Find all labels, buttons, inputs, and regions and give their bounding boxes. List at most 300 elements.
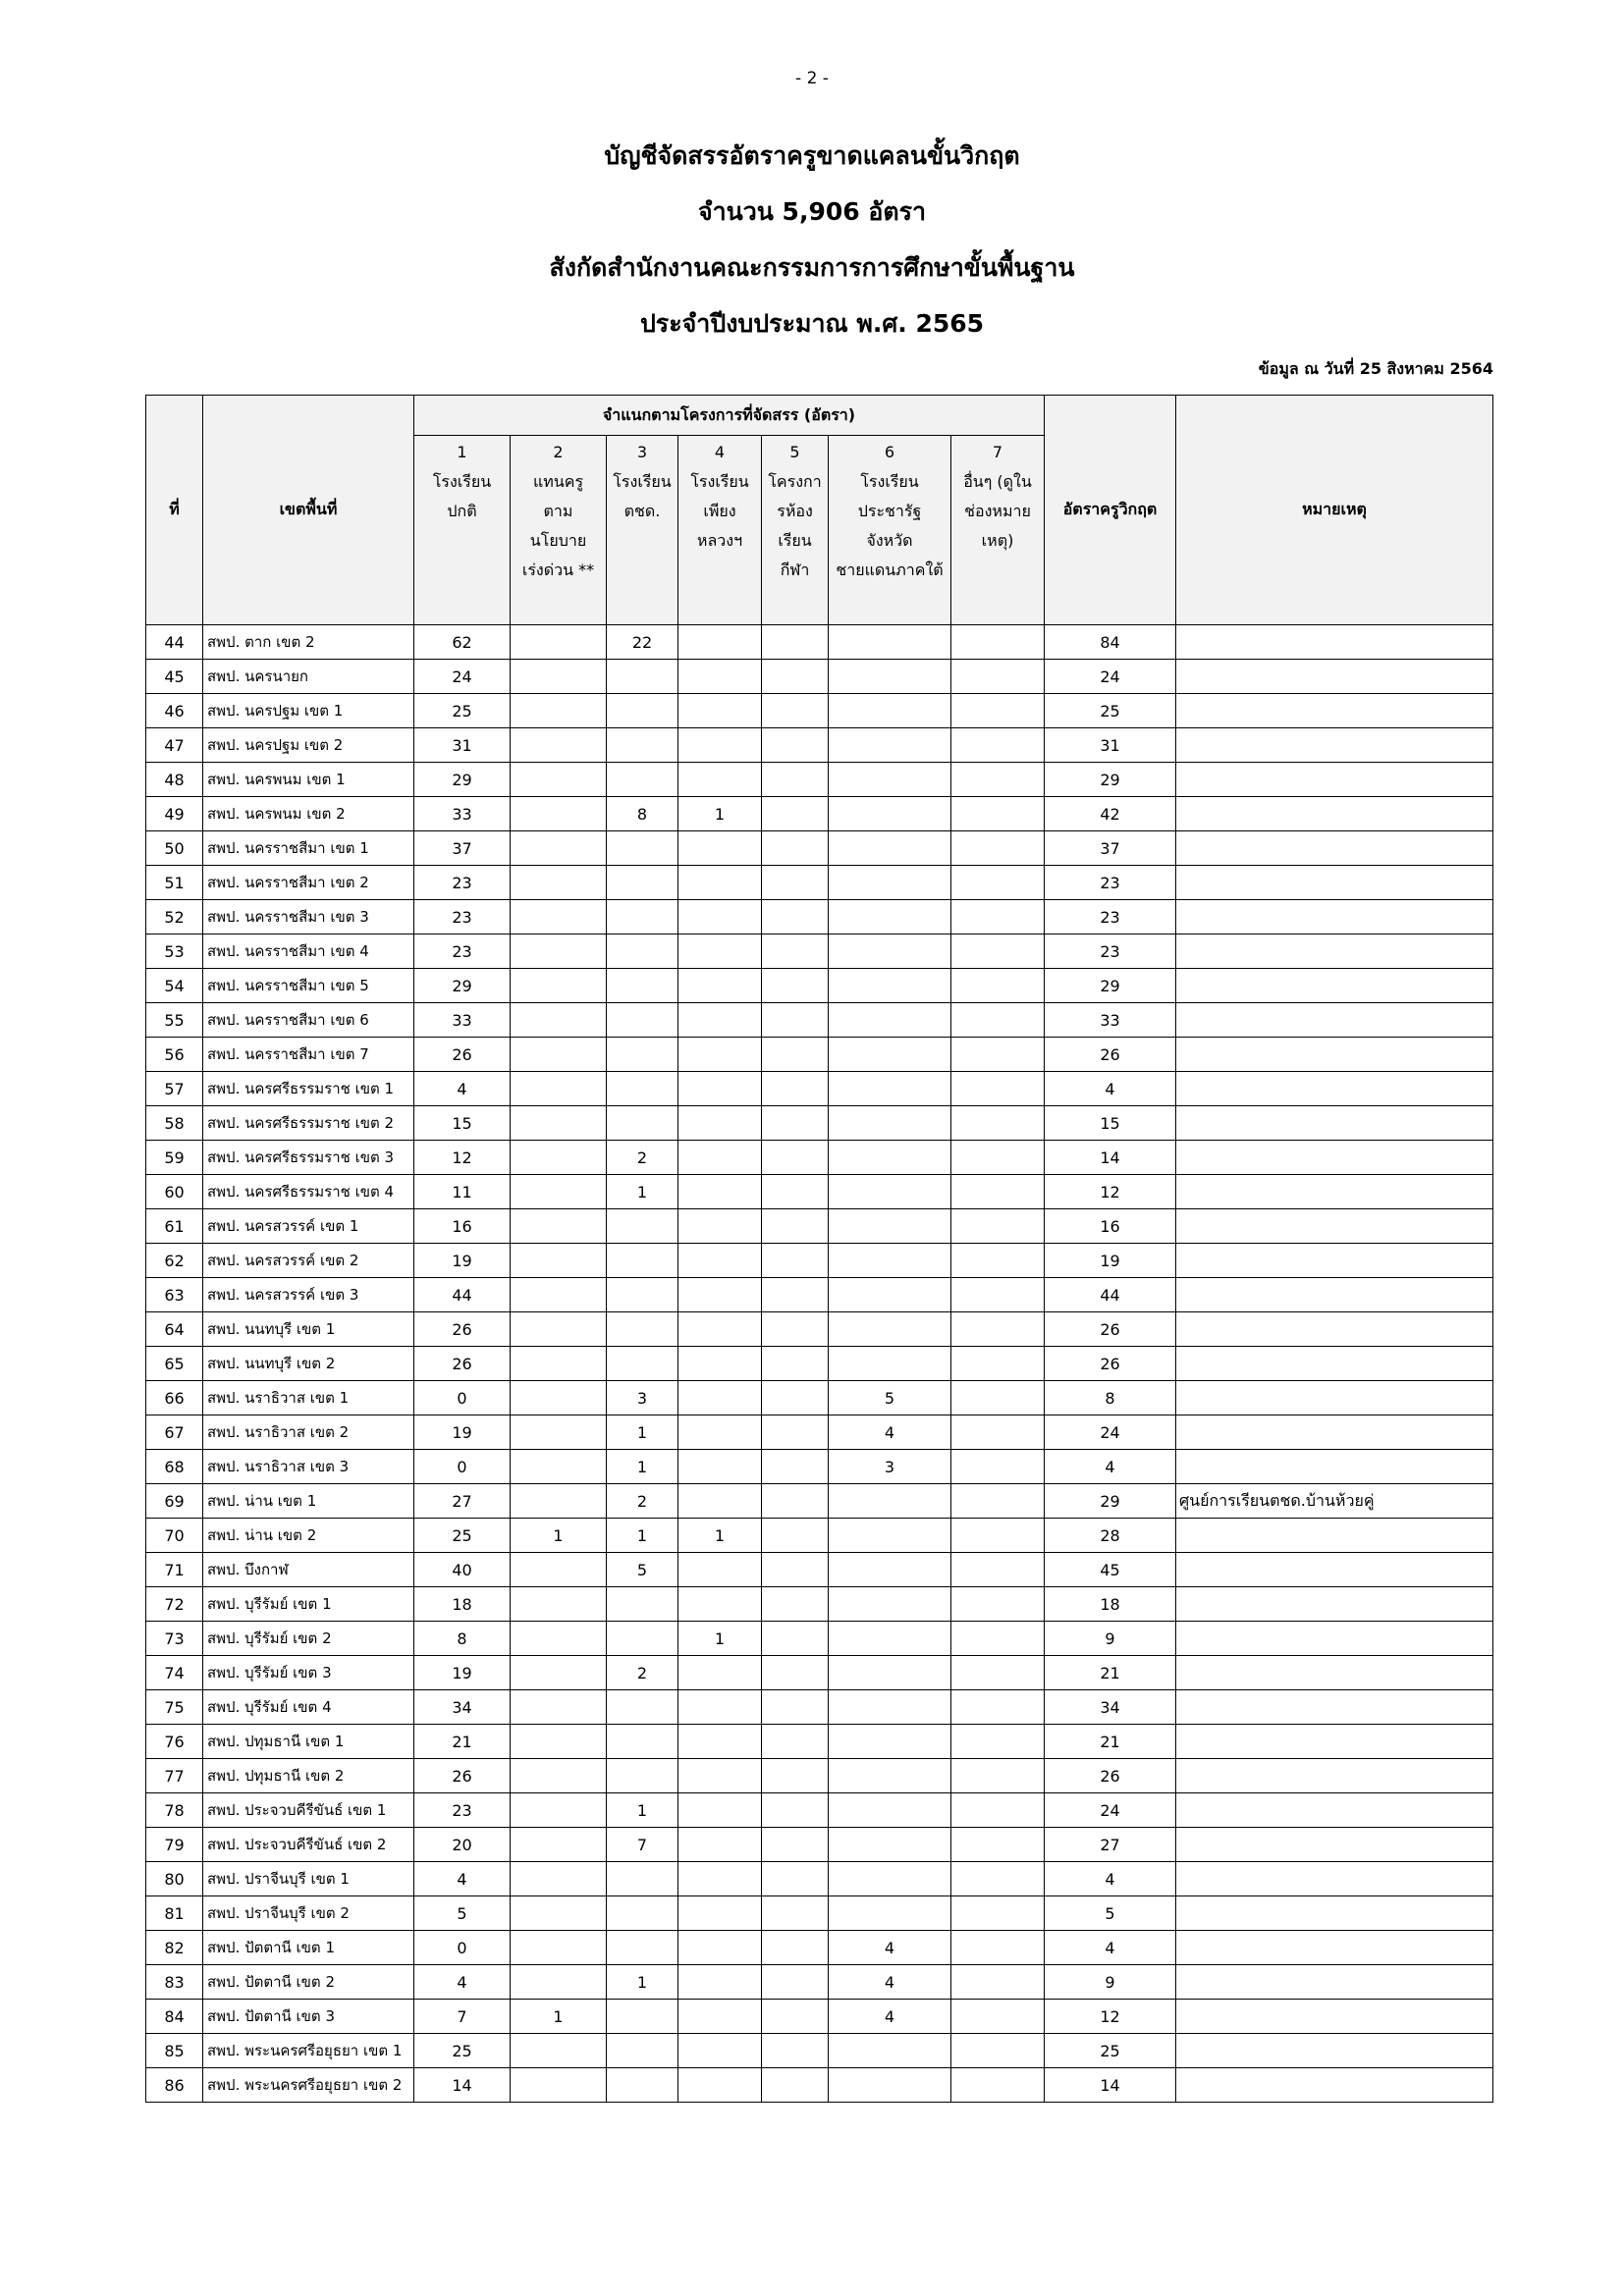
area-name-cell: สพป. นครราชสีมา เขต 7: [203, 1038, 414, 1072]
proj-5-cell: [762, 1759, 829, 1793]
header-project-line: ชายแดนภาคใต้: [836, 561, 944, 579]
proj-5-cell: [762, 1106, 829, 1141]
row-no-cell: 74: [146, 1656, 203, 1690]
total-cell: 21: [1045, 1725, 1176, 1759]
proj-2-cell: [511, 1038, 607, 1072]
remark-cell: ศูนย์การเรียนตชด.บ้านห้วยคู่: [1176, 1484, 1493, 1519]
proj-4-cell: [678, 2000, 762, 2034]
area-name-cell: สพป. นครราชสีมา เขต 5: [203, 969, 414, 1003]
proj-6-cell: [829, 1519, 951, 1553]
proj-2-cell: [511, 1896, 607, 1931]
row-no-cell: 85: [146, 2034, 203, 2068]
total-cell: 21: [1045, 1656, 1176, 1690]
total-cell: 23: [1045, 934, 1176, 969]
table-row: [146, 1072, 1493, 1106]
row-no-cell: 67: [146, 1415, 203, 1450]
row-no-cell: 84: [146, 2000, 203, 2034]
proj-3-cell: 3: [607, 1381, 678, 1415]
header-project-line: 3: [636, 443, 648, 461]
proj-5-cell: [762, 1003, 829, 1038]
proj-7-cell: [951, 1965, 1045, 2000]
proj-7-cell: [951, 1793, 1045, 1828]
total-cell: 4: [1045, 1862, 1176, 1896]
total-cell: 26: [1045, 1759, 1176, 1793]
table-row: [146, 1484, 1493, 1519]
proj-3-cell: 1: [607, 1793, 678, 1828]
table-row: [146, 1415, 1493, 1450]
header-total: อัตราครูวิกฤต: [1045, 396, 1176, 625]
area-name-cell: สพป. นครนายก: [203, 660, 414, 694]
row-no-cell: 80: [146, 1862, 203, 1896]
header-project-line: ตาม: [543, 502, 573, 520]
proj-3-cell: [607, 900, 678, 934]
proj-1-cell: 23: [414, 900, 511, 934]
area-name-cell: สพป. ประจวบคีรีขันธ์ เขต 2: [203, 1828, 414, 1862]
header-project-line: 5: [789, 443, 800, 461]
row-no-cell: 48: [146, 763, 203, 797]
title-line: สังกัดสำนักงานคณะกรรมการการศึกษาขั้นพื้นฐาน: [549, 253, 1075, 282]
remark-cell: [1176, 1656, 1493, 1690]
proj-5-cell: [762, 1038, 829, 1072]
total-cell: 9: [1045, 1622, 1176, 1656]
area-name-cell: สพป. นครราชสีมา เขต 1: [203, 831, 414, 866]
proj-2-cell: [511, 1828, 607, 1862]
proj-1-cell: 4: [414, 1072, 511, 1106]
remark-cell: [1176, 1415, 1493, 1450]
table-row: [146, 1175, 1493, 1209]
proj-2-cell: [511, 1553, 607, 1587]
proj-7-cell: [951, 1587, 1045, 1622]
proj-6-cell: 4: [829, 2000, 951, 2034]
table-row: [146, 1106, 1493, 1141]
proj-6-cell: [829, 2068, 951, 2103]
proj-1-cell: 20: [414, 1828, 511, 1862]
table-row: [146, 1141, 1493, 1175]
proj-2-cell: 1: [511, 1519, 607, 1553]
proj-5-cell: [762, 1278, 829, 1312]
proj-7-cell: [951, 831, 1045, 866]
proj-7-cell: [951, 900, 1045, 934]
proj-1-cell: 26: [414, 1759, 511, 1793]
proj-5-cell: [762, 1622, 829, 1656]
proj-4-cell: [678, 1415, 762, 1450]
table-row: [146, 2068, 1493, 2103]
proj-1-cell: 23: [414, 866, 511, 900]
proj-2-cell: [511, 1690, 607, 1725]
proj-7-cell: [951, 1450, 1045, 1484]
header-project-1: [414, 436, 511, 625]
proj-7-cell: [951, 2068, 1045, 2103]
proj-4-cell: [678, 2034, 762, 2068]
proj-7-cell: [951, 1519, 1045, 1553]
total-cell: 29: [1045, 763, 1176, 797]
proj-3-cell: [607, 763, 678, 797]
proj-7-cell: [951, 1931, 1045, 1965]
proj-1-cell: 23: [414, 934, 511, 969]
proj-5-cell: [762, 1415, 829, 1450]
total-cell: 44: [1045, 1278, 1176, 1312]
proj-7-cell: [951, 866, 1045, 900]
header-project-line: 1: [457, 443, 467, 461]
proj-5-cell: [762, 1896, 829, 1931]
table-row: [146, 1759, 1493, 1793]
proj-4-cell: [678, 1003, 762, 1038]
area-name-cell: สพป. นราธิวาส เขต 2: [203, 1415, 414, 1450]
proj-4-cell: [678, 1038, 762, 1072]
table-row: [146, 728, 1493, 763]
area-name-cell: สพป. ปทุมธานี เขต 2: [203, 1759, 414, 1793]
proj-6-cell: [829, 1656, 951, 1690]
row-no-cell: 86: [146, 2068, 203, 2103]
remark-cell: [1176, 1003, 1493, 1038]
remark-cell: [1176, 969, 1493, 1003]
table-row: [146, 1587, 1493, 1622]
proj-7-cell: [951, 1175, 1045, 1209]
row-no-cell: 53: [146, 934, 203, 969]
table-row: [146, 1244, 1493, 1278]
proj-2-cell: [511, 797, 607, 831]
proj-5-cell: [762, 2034, 829, 2068]
proj-1-cell: 27: [414, 1484, 511, 1519]
area-name-cell: สพป. ปทุมธานี เขต 1: [203, 1725, 414, 1759]
table-row: [146, 1003, 1493, 1038]
header-project-line: ช่องหมาย: [964, 502, 1031, 520]
title-line: บัญชีจัดสรรอัตราครูขาดแคลนขั้นวิกฤต: [604, 141, 1020, 170]
proj-2-cell: [511, 1312, 607, 1347]
remark-cell: [1176, 2000, 1493, 2034]
total-cell: 24: [1045, 1793, 1176, 1828]
proj-1-cell: 37: [414, 831, 511, 866]
proj-7-cell: [951, 1244, 1045, 1278]
proj-3-cell: [607, 1038, 678, 1072]
proj-4-cell: [678, 1759, 762, 1793]
area-name-cell: สพป. พระนครศรีอยุธยา เขต 2: [203, 2068, 414, 2103]
area-name-cell: สพป. ปัตตานี เขต 1: [203, 1931, 414, 1965]
proj-7-cell: [951, 797, 1045, 831]
total-cell: 19: [1045, 1244, 1176, 1278]
remark-cell: [1176, 866, 1493, 900]
total-cell: 15: [1045, 1106, 1176, 1141]
remark-cell: [1176, 1587, 1493, 1622]
proj-3-cell: 8: [607, 797, 678, 831]
total-cell: 33: [1045, 1003, 1176, 1038]
header-project-6: [829, 436, 951, 625]
proj-5-cell: [762, 1725, 829, 1759]
proj-2-cell: [511, 1484, 607, 1519]
area-name-cell: สพป. นครสวรรค์ เขต 1: [203, 1209, 414, 1244]
proj-1-cell: 24: [414, 660, 511, 694]
row-no-cell: 55: [146, 1003, 203, 1038]
proj-4-cell: [678, 1690, 762, 1725]
proj-5-cell: [762, 1175, 829, 1209]
remark-cell: [1176, 797, 1493, 831]
proj-1-cell: 12: [414, 1141, 511, 1175]
remark-cell: [1176, 1072, 1493, 1106]
proj-7-cell: [951, 1106, 1045, 1141]
header-project-line: แทนครู: [532, 472, 584, 491]
proj-3-cell: 7: [607, 1828, 678, 1862]
proj-6-cell: [829, 1072, 951, 1106]
proj-5-cell: [762, 2068, 829, 2103]
total-cell: 29: [1045, 969, 1176, 1003]
proj-4-cell: 1: [678, 1519, 762, 1553]
proj-2-cell: [511, 1931, 607, 1965]
table-row: [146, 1209, 1493, 1244]
proj-3-cell: [607, 934, 678, 969]
row-no-cell: 79: [146, 1828, 203, 1862]
proj-2-cell: [511, 1759, 607, 1793]
proj-6-cell: [829, 1106, 951, 1141]
row-no-cell: 56: [146, 1038, 203, 1072]
remark-cell: [1176, 1622, 1493, 1656]
proj-2-cell: [511, 934, 607, 969]
total-cell: 84: [1045, 625, 1176, 660]
proj-3-cell: [607, 1862, 678, 1896]
proj-2-cell: [511, 763, 607, 797]
proj-2-cell: [511, 1278, 607, 1312]
proj-4-cell: [678, 1896, 762, 1931]
area-name-cell: สพป. นครศรีธรรมราช เขต 1: [203, 1072, 414, 1106]
proj-3-cell: [607, 2068, 678, 2103]
proj-3-cell: [607, 1244, 678, 1278]
row-no-cell: 81: [146, 1896, 203, 1931]
total-cell: 27: [1045, 1828, 1176, 1862]
area-name-cell: สพป. ตาก เขต 2: [203, 625, 414, 660]
proj-5-cell: [762, 969, 829, 1003]
area-name-cell: สพป. น่าน เขต 2: [203, 1519, 414, 1553]
area-name-cell: สพป. นครราชสีมา เขต 2: [203, 866, 414, 900]
proj-1-cell: 26: [414, 1038, 511, 1072]
total-cell: 14: [1045, 2068, 1176, 2103]
proj-1-cell: 15: [414, 1106, 511, 1141]
proj-4-cell: [678, 2068, 762, 2103]
proj-1-cell: 0: [414, 1931, 511, 1965]
table-row: [146, 969, 1493, 1003]
remark-cell: [1176, 1209, 1493, 1244]
proj-6-cell: [829, 934, 951, 969]
proj-3-cell: 5: [607, 1553, 678, 1587]
row-no-cell: 77: [146, 1759, 203, 1793]
row-no-cell: 60: [146, 1175, 203, 1209]
table-row: [146, 625, 1493, 660]
remark-cell: [1176, 694, 1493, 728]
total-cell: 23: [1045, 866, 1176, 900]
row-no-cell: 62: [146, 1244, 203, 1278]
proj-5-cell: [762, 1656, 829, 1690]
remark-cell: [1176, 660, 1493, 694]
area-name-cell: สพป. พระนครศรีอยุธยา เขต 1: [203, 2034, 414, 2068]
table-row: [146, 1931, 1493, 1965]
total-cell: 16: [1045, 1209, 1176, 1244]
total-cell: 26: [1045, 1347, 1176, 1381]
proj-6-cell: [829, 1896, 951, 1931]
proj-4-cell: [678, 625, 762, 660]
row-no-cell: 63: [146, 1278, 203, 1312]
remark-cell: [1176, 1106, 1493, 1141]
document-title: [0, 128, 1624, 351]
proj-2-cell: [511, 866, 607, 900]
proj-3-cell: 1: [607, 1965, 678, 2000]
table-row: [146, 1038, 1493, 1072]
proj-1-cell: 0: [414, 1381, 511, 1415]
area-name-cell: สพป. นราธิวาส เขต 3: [203, 1450, 414, 1484]
proj-4-cell: [678, 1072, 762, 1106]
area-name-cell: สพป. นครศรีธรรมราช เขต 2: [203, 1106, 414, 1141]
proj-3-cell: [607, 1725, 678, 1759]
proj-6-cell: [829, 1793, 951, 1828]
proj-1-cell: 14: [414, 2068, 511, 2103]
area-name-cell: สพป. นนทบุรี เขต 2: [203, 1347, 414, 1381]
header-project-group: จำแนกตามโครงการที่จัดสรร (อัตรา): [414, 396, 1045, 436]
total-cell: 45: [1045, 1553, 1176, 1587]
header-project-line: เพียง: [703, 502, 736, 520]
row-no-cell: 69: [146, 1484, 203, 1519]
proj-5-cell: [762, 1862, 829, 1896]
area-name-cell: สพป. ปัตตานี เขต 3: [203, 2000, 414, 2034]
area-name-cell: สพป. นครสวรรค์ เขต 2: [203, 1244, 414, 1278]
area-name-cell: สพป. ปัตตานี เขต 2: [203, 1965, 414, 2000]
remark-cell: [1176, 1312, 1493, 1347]
total-cell: 8: [1045, 1381, 1176, 1415]
proj-2-cell: [511, 1793, 607, 1828]
header-project-line: เรียน: [778, 531, 812, 550]
proj-7-cell: [951, 2034, 1045, 2068]
proj-4-cell: [678, 969, 762, 1003]
row-no-cell: 51: [146, 866, 203, 900]
table-row: [146, 694, 1493, 728]
header-project-line: 2: [553, 443, 564, 461]
remark-cell: [1176, 2068, 1493, 2103]
row-no-cell: 66: [146, 1381, 203, 1415]
total-cell: 26: [1045, 1038, 1176, 1072]
proj-2-cell: [511, 831, 607, 866]
remark-cell: [1176, 1347, 1493, 1381]
proj-2-cell: [511, 1072, 607, 1106]
proj-2-cell: [511, 1862, 607, 1896]
proj-2-cell: [511, 1415, 607, 1450]
proj-4-cell: [678, 1175, 762, 1209]
remark-cell: [1176, 1725, 1493, 1759]
proj-6-cell: [829, 1003, 951, 1038]
header-project-line: ตชด.: [623, 502, 661, 520]
proj-4-cell: [678, 763, 762, 797]
proj-7-cell: [951, 1003, 1045, 1038]
proj-1-cell: 26: [414, 1347, 511, 1381]
proj-2-cell: [511, 2034, 607, 2068]
area-name-cell: สพป. ปราจีนบุรี เขต 2: [203, 1896, 414, 1931]
proj-6-cell: [829, 1312, 951, 1347]
remark-cell: [1176, 1690, 1493, 1725]
proj-3-cell: [607, 1931, 678, 1965]
area-name-cell: สพป. บุรีรัมย์ เขต 4: [203, 1690, 414, 1725]
proj-2-cell: [511, 900, 607, 934]
remark-cell: [1176, 728, 1493, 763]
proj-3-cell: [607, 866, 678, 900]
proj-6-cell: [829, 1690, 951, 1725]
row-no-cell: 58: [146, 1106, 203, 1141]
row-no-cell: 68: [146, 1450, 203, 1484]
proj-6-cell: [829, 1141, 951, 1175]
proj-1-cell: 62: [414, 625, 511, 660]
table-row: [146, 2034, 1493, 2068]
area-name-cell: สพป. บึงกาฬ: [203, 1553, 414, 1587]
proj-4-cell: [678, 1244, 762, 1278]
proj-7-cell: [951, 1759, 1045, 1793]
remark-cell: [1176, 1519, 1493, 1553]
proj-4-cell: [678, 660, 762, 694]
header-project-line: โครงกา: [768, 472, 822, 491]
header-project-line: 4: [714, 443, 726, 461]
proj-3-cell: 1: [607, 1175, 678, 1209]
proj-7-cell: [951, 2000, 1045, 2034]
allocation-table: [145, 395, 1493, 2103]
proj-1-cell: 25: [414, 694, 511, 728]
proj-2-cell: [511, 969, 607, 1003]
proj-5-cell: [762, 1828, 829, 1862]
row-no-cell: 71: [146, 1553, 203, 1587]
proj-3-cell: [607, 831, 678, 866]
proj-5-cell: [762, 1793, 829, 1828]
row-no-cell: 82: [146, 1931, 203, 1965]
proj-1-cell: 4: [414, 1862, 511, 1896]
proj-4-cell: [678, 1141, 762, 1175]
proj-1-cell: 33: [414, 797, 511, 831]
header-project-3: [607, 436, 678, 625]
proj-4-cell: [678, 1278, 762, 1312]
proj-7-cell: [951, 1862, 1045, 1896]
proj-4-cell: [678, 1106, 762, 1141]
proj-3-cell: 2: [607, 1484, 678, 1519]
proj-7-cell: [951, 660, 1045, 694]
proj-5-cell: [762, 797, 829, 831]
proj-7-cell: [951, 694, 1045, 728]
proj-2-cell: [511, 694, 607, 728]
header-project-line: ประชารัฐ: [857, 502, 922, 520]
area-name-cell: สพป. นครศรีธรรมราช เขต 3: [203, 1141, 414, 1175]
proj-1-cell: 34: [414, 1690, 511, 1725]
row-no-cell: 50: [146, 831, 203, 866]
proj-3-cell: 22: [607, 625, 678, 660]
proj-4-cell: [678, 866, 762, 900]
proj-1-cell: 8: [414, 1622, 511, 1656]
area-name-cell: สพป. บุรีรัมย์ เขต 2: [203, 1622, 414, 1656]
proj-5-cell: [762, 934, 829, 969]
proj-6-cell: [829, 660, 951, 694]
table-row: [146, 660, 1493, 694]
proj-4-cell: [678, 831, 762, 866]
row-no-cell: 70: [146, 1519, 203, 1553]
remark-cell: [1176, 1828, 1493, 1862]
proj-7-cell: [951, 763, 1045, 797]
proj-3-cell: [607, 2000, 678, 2034]
remark-cell: [1176, 1896, 1493, 1931]
area-name-cell: สพป. นครพนม เขต 2: [203, 797, 414, 831]
proj-4-cell: [678, 1656, 762, 1690]
proj-4-cell: 1: [678, 1622, 762, 1656]
proj-4-cell: [678, 694, 762, 728]
proj-2-cell: [511, 1106, 607, 1141]
proj-3-cell: [607, 1209, 678, 1244]
proj-5-cell: [762, 866, 829, 900]
remark-cell: [1176, 625, 1493, 660]
table-row: [146, 900, 1493, 934]
table-row: [146, 1381, 1493, 1415]
proj-7-cell: [951, 1347, 1045, 1381]
proj-1-cell: 25: [414, 2034, 511, 2068]
proj-1-cell: 0: [414, 1450, 511, 1484]
header-no: ที่: [146, 396, 203, 625]
proj-7-cell: [951, 1622, 1045, 1656]
